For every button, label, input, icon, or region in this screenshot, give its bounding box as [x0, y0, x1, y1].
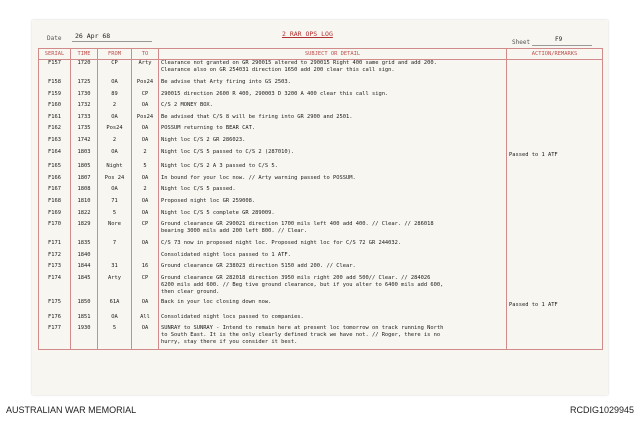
- time-cell: 1720: [71, 60, 98, 80]
- serial-cell: F158: [39, 79, 71, 91]
- detail-line: Night loc C/S 5 passed to C/S 2 (287010).: [161, 148, 295, 155]
- detail-cell: [159, 60, 507, 80]
- table-row: [39, 252, 603, 264]
- detail-line: then clear ground.: [161, 288, 220, 295]
- remarks-cell: [507, 275, 603, 299]
- remarks-cell: Passed to 1 ATF: [507, 149, 603, 164]
- serial-cell: F177: [39, 325, 71, 350]
- detail-line: Ground clearance GR 238023 direction 5150 add 200. // Clear.: [161, 263, 356, 270]
- table-row: [39, 114, 603, 126]
- detail-cell: [159, 79, 507, 91]
- from-cell: OA: [98, 149, 132, 164]
- table-row: [39, 263, 603, 275]
- detail-line: Night loc C/S 5 passed.: [161, 186, 236, 193]
- to-cell: OA: [132, 210, 159, 222]
- detail-cell: [159, 263, 507, 275]
- table-row: [39, 163, 603, 175]
- serial-cell: F163: [39, 137, 71, 149]
- time-cell: 1850: [71, 299, 98, 314]
- from-cell: [98, 252, 132, 264]
- from-cell: OA: [98, 114, 132, 126]
- to-cell: 2: [132, 186, 159, 198]
- time-cell: 1840: [71, 252, 98, 264]
- date-label: Date: [47, 35, 62, 42]
- remarks-cell: Passed to 1 ATF: [507, 299, 603, 314]
- time-cell: 1730: [71, 91, 98, 103]
- date-underline: [72, 41, 152, 42]
- table-row: [39, 325, 603, 350]
- from-cell: 61A: [98, 299, 132, 314]
- detail-line: C/S 2 MONEY BOX.: [161, 102, 213, 109]
- remarks-cell: [507, 91, 603, 103]
- to-cell: [132, 252, 159, 264]
- detail-line: Back in your loc closing down now.: [161, 298, 272, 305]
- table-row: [39, 299, 603, 314]
- detail-cell: [159, 325, 507, 350]
- detail-line: Ground clearance GR 290021 direction 1700 mils left 400 add 400. // Clear. // 286018: [161, 221, 434, 228]
- page-title: 2 RAR OPS LOG: [282, 30, 333, 38]
- time-cell: 1822: [71, 210, 98, 222]
- serial-cell: F172: [39, 252, 71, 264]
- remarks-cell: [507, 175, 603, 187]
- serial-cell: F169: [39, 210, 71, 222]
- time-cell: 1807: [71, 175, 98, 187]
- serial-cell: F173: [39, 263, 71, 275]
- detail-line: 290015 direction 2600 R 400, 290003 D 3200 A 400 clear this call sign.: [161, 90, 389, 97]
- time-cell: 1829: [71, 221, 98, 240]
- time-cell: 1844: [71, 263, 98, 275]
- table-row: [39, 210, 603, 222]
- to-cell: Pos24: [132, 79, 159, 91]
- remarks-cell: [507, 137, 603, 149]
- remarks-cell: [507, 198, 603, 210]
- to-cell: OA: [132, 175, 159, 187]
- serial-cell: F170: [39, 221, 71, 240]
- time-cell: 1742: [71, 137, 98, 149]
- to-cell: OA: [132, 240, 159, 252]
- remarks-cell: [507, 102, 603, 114]
- serial-cell: F164: [39, 149, 71, 164]
- remarks-cell: [507, 221, 603, 240]
- table-row: [39, 275, 603, 299]
- col-header-from: FROM: [98, 49, 132, 60]
- table-row: [39, 137, 603, 149]
- serial-cell: F171: [39, 240, 71, 252]
- from-cell: Night: [98, 163, 132, 175]
- remarks-cell: [507, 210, 603, 222]
- detail-line: hurry, stay there if you consider it best.: [161, 339, 298, 346]
- time-cell: 1835: [71, 240, 98, 252]
- time-cell: 1725: [71, 79, 98, 91]
- table-row: [39, 149, 603, 164]
- from-cell: 5: [98, 325, 132, 350]
- detail-line: Proposed night loc GR 259008.: [161, 197, 256, 204]
- from-cell: 31: [98, 263, 132, 275]
- detail-cell: [159, 175, 507, 187]
- detail-line: Consolidated night locs passed to companies.: [161, 313, 304, 320]
- detail-line: Be advised that C/S 8 will be firing into GR 2900 and 2501.: [161, 113, 353, 120]
- table-row: [39, 79, 603, 91]
- from-cell: OA: [98, 79, 132, 91]
- to-cell: CP: [132, 275, 159, 299]
- to-cell: 2: [132, 149, 159, 164]
- detail-cell: [159, 137, 507, 149]
- remarks-cell: [507, 79, 603, 91]
- detail-line: Clearance also on GR 254031 direction 1650 add 200 clear this call sign.: [161, 67, 395, 73]
- detail-line: Night loc C/S 2 GR 286023.: [161, 136, 246, 143]
- log-table: [38, 48, 603, 350]
- detail-line: Consolidated night locs passed to 1 ATF.: [161, 251, 291, 258]
- col-header-serial: SERIAL: [39, 49, 71, 60]
- detail-cell: [159, 198, 507, 210]
- time-cell: 1810: [71, 198, 98, 210]
- from-cell: Arty: [98, 275, 132, 299]
- log-body: [39, 60, 603, 350]
- time-cell: 1808: [71, 186, 98, 198]
- detail-line: C/S 73 now in proposed night loc. Proposed night loc for C/S 72 GR 244032.: [161, 240, 402, 247]
- remarks-cell: [507, 163, 603, 175]
- detail-cell: [159, 102, 507, 114]
- serial-cell: F176: [39, 314, 71, 326]
- table-row: [39, 60, 603, 80]
- sheet-underline: [532, 45, 592, 46]
- remarks-cell: [507, 252, 603, 264]
- table-row: [39, 91, 603, 103]
- detail-line: Ground clearance GR 282018 direction 3950 mils right 200 add 500// Clear. // 284026: [161, 274, 431, 281]
- archive-credit: AUSTRALIAN WAR MEMORIAL: [6, 405, 137, 415]
- detail-cell: [159, 149, 507, 164]
- detail-line: Night loc C/S 5 complete GR 289009.: [161, 209, 275, 216]
- serial-cell: F174: [39, 275, 71, 299]
- to-cell: All: [132, 314, 159, 326]
- table-row: [39, 314, 603, 326]
- serial-cell: F175: [39, 299, 71, 314]
- to-cell: OA: [132, 137, 159, 149]
- detail-line: bearing 3000 mils add 200 left 800. // Clear.: [161, 228, 308, 235]
- to-cell: Pos24: [132, 114, 159, 126]
- detail-line: Be advise that Arty firing into GS 2503.: [161, 79, 291, 85]
- remarks-cell: [507, 125, 603, 137]
- remarks-cell: [507, 114, 603, 126]
- col-header-remarks: ACTION/REMARKS: [507, 49, 603, 60]
- from-cell: 2: [98, 137, 132, 149]
- detail-line: 6200 mils add 600. // Beg tive ground clearance, but if you alter to 6400 mils add 600,: [161, 281, 444, 288]
- serial-cell: F168: [39, 198, 71, 210]
- detail-cell: [159, 314, 507, 326]
- detail-cell: [159, 163, 507, 175]
- to-cell: 5: [132, 163, 159, 175]
- time-cell: 1851: [71, 314, 98, 326]
- to-cell: Arty: [132, 60, 159, 80]
- detail-line: Night loc C/S 2 A 3 passed to C/S 5.: [161, 163, 278, 170]
- time-cell: 1733: [71, 114, 98, 126]
- detail-cell: [159, 252, 507, 264]
- log-sheet: [32, 20, 608, 395]
- detail-cell: [159, 275, 507, 299]
- detail-line: POSSUM returning to BEAR CAT.: [161, 125, 256, 132]
- detail-cell: [159, 186, 507, 198]
- detail-cell: [159, 210, 507, 222]
- from-cell: Nore: [98, 221, 132, 240]
- serial-cell: F159: [39, 91, 71, 103]
- table-row: [39, 198, 603, 210]
- to-cell: CP: [132, 91, 159, 103]
- detail-line: In bound for your loc now. // Arty warning passed to POSSUM.: [161, 174, 356, 181]
- remarks-cell: [507, 325, 603, 350]
- time-cell: 1803: [71, 149, 98, 164]
- table-row: [39, 102, 603, 114]
- archive-id: RCDIG1029945: [569, 405, 634, 415]
- serial-cell: F166: [39, 175, 71, 187]
- time-cell: 1732: [71, 102, 98, 114]
- detail-cell: [159, 299, 507, 314]
- detail-cell: [159, 125, 507, 137]
- to-cell: OA: [132, 125, 159, 137]
- to-cell: OA: [132, 102, 159, 114]
- remarks-cell: [507, 314, 603, 326]
- sheet-value: F9: [555, 36, 563, 43]
- table-row: [39, 186, 603, 198]
- serial-cell: F162: [39, 125, 71, 137]
- from-cell: OA: [98, 314, 132, 326]
- from-cell: OA: [98, 186, 132, 198]
- to-cell: OA: [132, 299, 159, 314]
- time-cell: 1930: [71, 325, 98, 350]
- from-cell: 71: [98, 198, 132, 210]
- serial-cell: F167: [39, 186, 71, 198]
- detail-cell: [159, 221, 507, 240]
- to-cell: OA: [132, 325, 159, 350]
- to-cell: 16: [132, 263, 159, 275]
- remarks-cell: [507, 240, 603, 252]
- from-cell: CP: [98, 60, 132, 80]
- sheet-label: Sheet: [512, 39, 531, 46]
- remarks-cell: [507, 186, 603, 198]
- table-row: [39, 125, 603, 137]
- detail-line: SUNRAY to SUNRAY - Intend to remain here at present loc tomorrow on track running North: [161, 325, 444, 332]
- col-header-subject: SUBJECT OR DETAIL: [159, 49, 507, 60]
- table-row: [39, 221, 603, 240]
- date-value: 26 Apr 68: [75, 32, 111, 40]
- from-cell: 2: [98, 102, 132, 114]
- serial-cell: F161: [39, 114, 71, 126]
- table-header-row: [39, 49, 603, 60]
- remarks-cell: [507, 263, 603, 275]
- detail-line: to South East. It is the only clearly defined track we have not. // Roger, there is no: [161, 332, 441, 339]
- time-cell: 1735: [71, 125, 98, 137]
- detail-cell: [159, 114, 507, 126]
- table-row: [39, 175, 603, 187]
- detail-line: Clearance not granted on GR 290015 altered to 290015 Right 400 same grid and add 200.: [161, 60, 437, 66]
- serial-cell: F165: [39, 163, 71, 175]
- detail-cell: [159, 91, 507, 103]
- serial-cell: F160: [39, 102, 71, 114]
- to-cell: OA: [132, 198, 159, 210]
- from-cell: Pos 24: [98, 175, 132, 187]
- time-cell: 1845: [71, 275, 98, 299]
- table-row: [39, 240, 603, 252]
- from-cell: 7: [98, 240, 132, 252]
- from-cell: 89: [98, 91, 132, 103]
- detail-cell: [159, 240, 507, 252]
- serial-cell: F157: [39, 60, 71, 80]
- time-cell: 1805: [71, 163, 98, 175]
- from-cell: Pos24: [98, 125, 132, 137]
- remarks-cell: [507, 60, 603, 80]
- to-cell: CP: [132, 221, 159, 240]
- from-cell: 5: [98, 210, 132, 222]
- col-header-to: TO: [132, 49, 159, 60]
- col-header-time: TIME: [71, 49, 98, 60]
